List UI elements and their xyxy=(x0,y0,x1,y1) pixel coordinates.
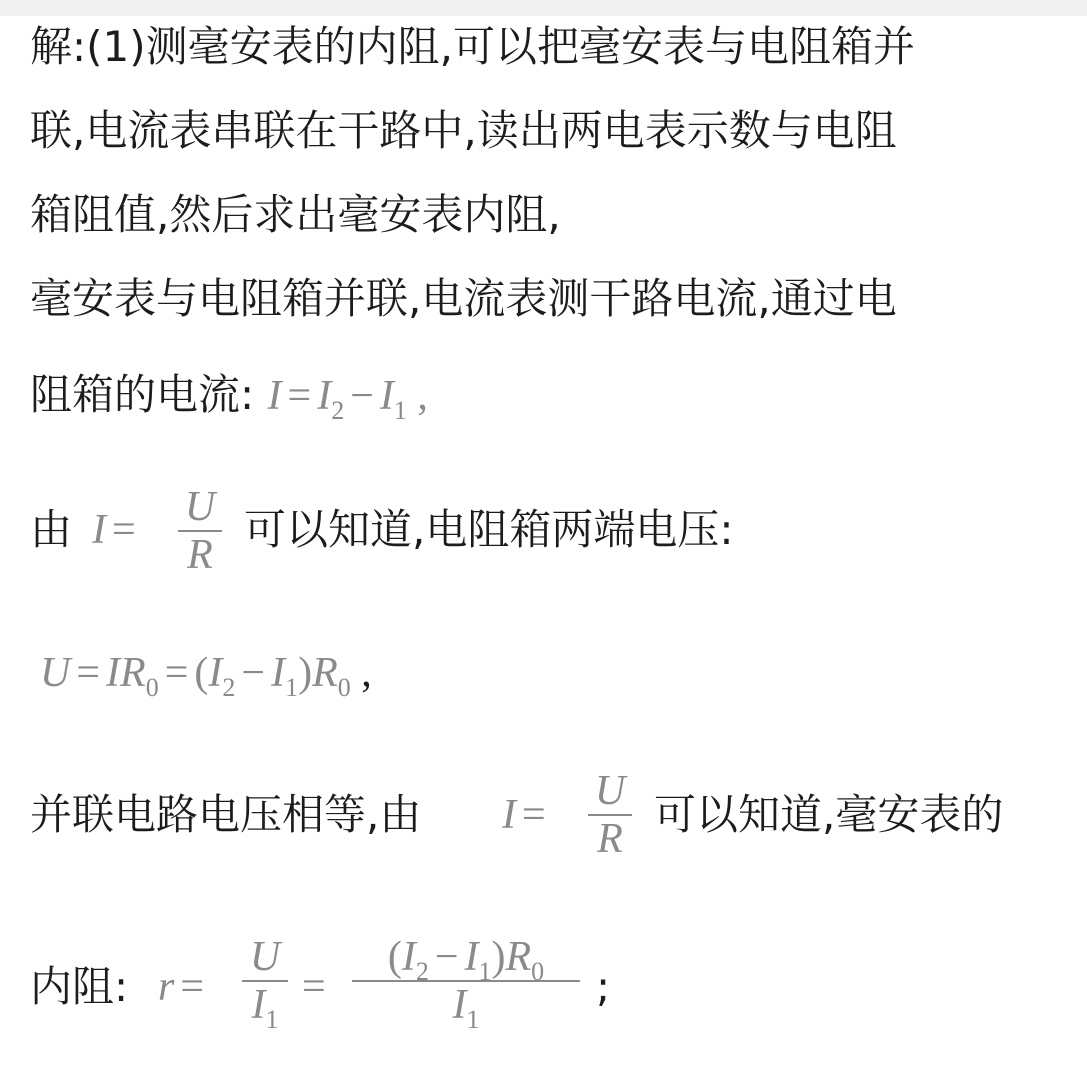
fraction-U-over-R-2: U R xyxy=(588,770,632,860)
fraction-final-resistance: $(I_2 - I_1)R_0$ $I_1$ xyxy=(352,936,580,1026)
line8-prefix: 并联电路电压相等,由 xyxy=(30,790,422,839)
ohm-law-lhs-2: I = xyxy=(502,792,546,838)
comma: , xyxy=(417,373,428,419)
text-line-1: 解:(1)测毫安表的内阻,可以把毫安表与电阻箱并 xyxy=(30,22,915,71)
line6-suffix: 可以知道,电阻箱两端电压: xyxy=(244,505,734,554)
text-line-2: 联,电流表串联在干路中,读出两电表示数与电阻 xyxy=(30,106,897,155)
fraction-U-over-I1: U $I_1$ xyxy=(242,936,288,1026)
text-line-5 xyxy=(30,370,428,425)
line5-label: 阻箱的电流: xyxy=(30,370,255,419)
fraction-U-over-R-1: U R xyxy=(178,486,222,576)
resistance-lhs: r = xyxy=(158,964,205,1010)
line9-prefix: 内阻: xyxy=(30,962,129,1011)
equals-sign: = xyxy=(302,964,326,1010)
text-line-3: 箱阻值,然后求出毫安表内阻, xyxy=(30,190,561,239)
line6-prefix: 由 xyxy=(30,505,73,554)
semicolon: ; xyxy=(596,962,611,1011)
equation-current-difference: $I = I_2 - I_1$ xyxy=(267,373,407,425)
ohm-law-lhs-1: I = xyxy=(92,507,136,553)
line8-suffix: 可以知道,毫安表的 xyxy=(654,790,1004,839)
text-line-4: 毫安表与电阻箱并联,电流表测干路电流,通过电 xyxy=(30,274,897,323)
equation-voltage: $U = IR_0 = (I_2 - I_1)R_0$ , xyxy=(40,650,372,702)
